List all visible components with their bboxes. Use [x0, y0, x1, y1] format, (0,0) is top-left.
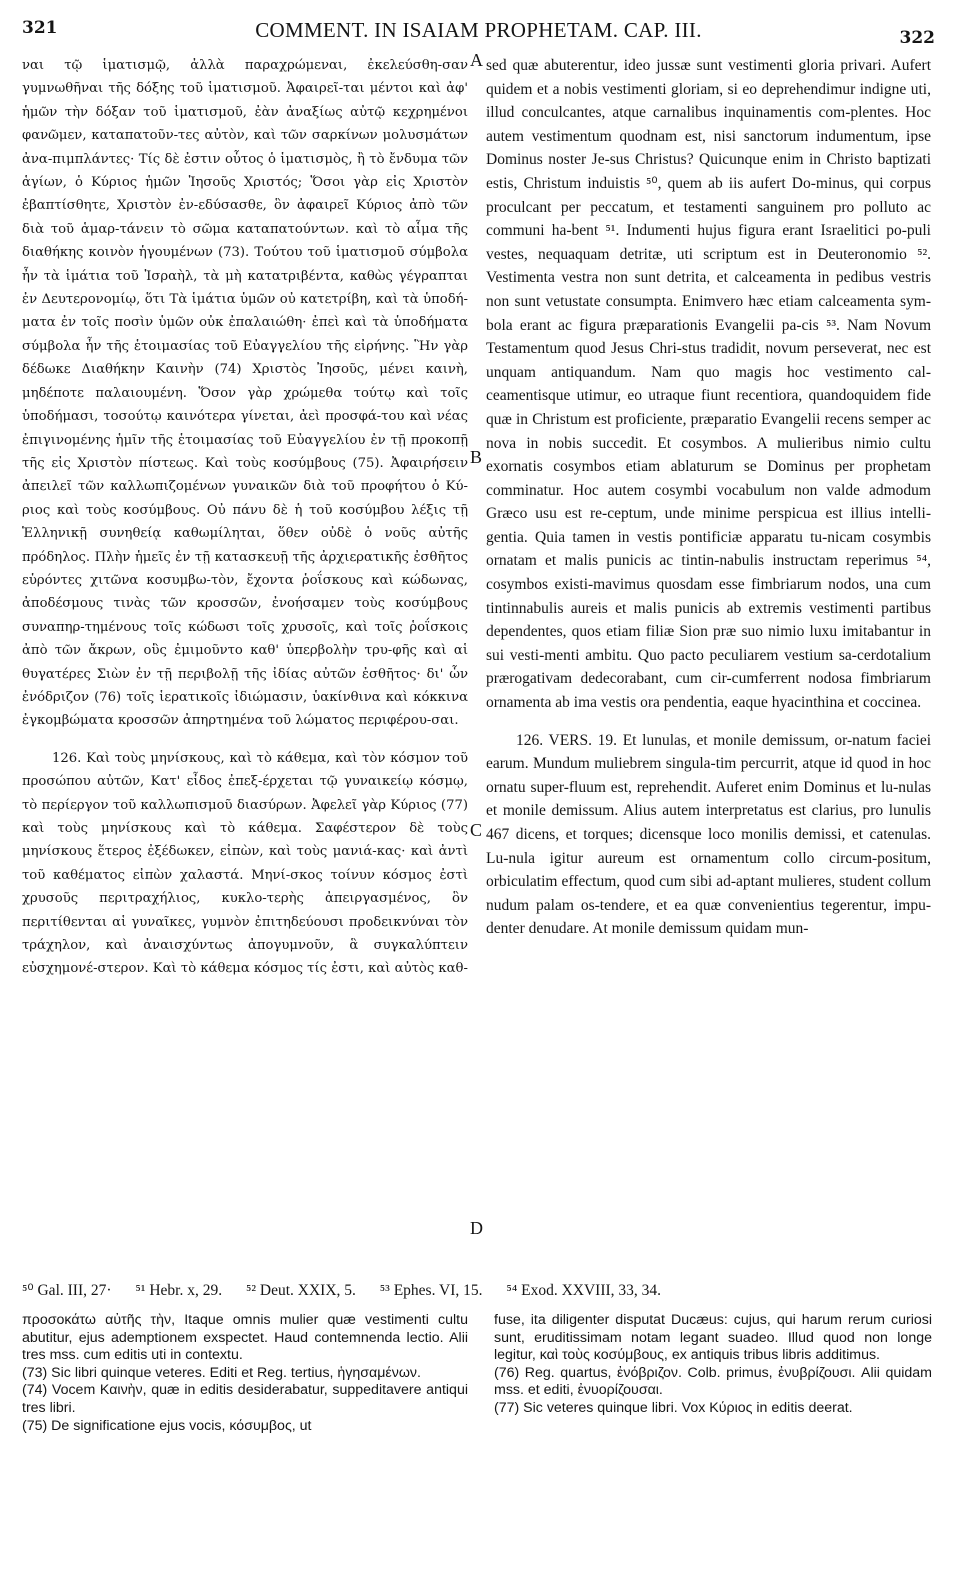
greek-column — [22, 54, 468, 1274]
page-number-right: 322 — [899, 28, 935, 48]
page-number-left: 321 — [22, 18, 58, 38]
footnote-ref: ⁵⁴ Exod. XXVIII, 33, 34. — [506, 1282, 662, 1299]
greek-paragraph-1: ναι τῷ ἱματισμῷ, ἀλλὰ παραχρώμεναι, ἐκελεύσθη-σαν γυμνωθῆναι τῆς δόξης τοῦ ἱματισμοῦ. Ἀφαιρεῖ-ται μέντοι καὶ ἀφ' ἡμῶν τὴν δόξαν τοῦ ἱματισμοῦ, ἐὰν ἀναξίως αὐτῷ κεχρημένοι φανῶμεν, καταπατοῦν-τες αὐτὸν, καὶ τῶν σαρκίνων μολυσμάτων ἀνα-πιμπλάντες· Τίς δὲ ἐστιν οὗτος ὁ ἱματισμὸς, ἢ τὸ ἔνδυμα τῶν ἁγίων, ὁ Κύριος ἡμῶν Ἰησοῦς Χριστός; Ὅσοι γὰρ εἰς Χριστὸν ἐβαπτίσθητε, Χριστὸν ἐν-εδύσασθε, ὃν ἀφαιρεῖ Κύριος ἀπὸ τῶν διὰ τοῦ ἁμαρ-τάνειν τὸ σῶμα καταπατούντων. καὶ τὸ αἷμα τῆς διαθήκης κοινὸν ἡγουμένων (73). Τούτου τοῦ ἱματισμοῦ σύμβολα ἦν τὰ ἱμάτια τοῦ Ἰσραὴλ, τὰ μὴ κατατριβέντα, καθὼς γέγραπται ἐν Δευτερονομίῳ, ὅτι Τὰ ἱμάτια ὑμῶν οὐ κατετρίβη, καὶ τὰ ὑποδή-ματα ἐν τοῖς ποσὶν ὑμῶν οὐκ ἐπαλαιώθη· ἐπεὶ καὶ τὰ ὑποδήματα σύμβολα ἦν τῆς ἑτοιμασίας τοῦ Εὐαγγελίου τῆς εἰρήνης. Ἣν γὰρ δέδωκε Διαθήκην Καινὴν (74) Χριστὸς Ἰησοῦς, μένει καινὴ, μηδέποτε παλαιουμένη. Ὅσον γὰρ χρώμεθα τούτῳ καὶ τοῖς ὑποδήμασι, τοσούτῳ καινότερα γίνεται, ἀεὶ προσφά-του καὶ νέας ἐπιγινομένης ἡμῖν τῆς ἑτοιμασίας τοῦ Εὐαγγελίου ἐν τῇ προκοπῇ τῆς εἰς Χριστὸν πίστεως. Καὶ τοὺς κοσύμβους (75). Ἀφαιρήσειν ἀπειλεῖ τῶν καλλωπιζομένων γυναικῶν διὰ τοῦ προφήτου ὁ Κύ-ριος καὶ τοὺς κοσύμβους. Οὐ πάνυ δὲ ἡ τοῦ κοσύμβου λέξις τῇ Ἑλληνικῇ συνηθείᾳ καθωμίληται, ὅθεν οὐδὲ ὁ νοῦς αὐτῆς πρόδηλος. Πλὴν ἡμεῖς ἐν τῇ κατασκευῇ τῆς ἀρχιερατικῆς ἐσθῆτος εὑρόντες χιτῶνα κοσυμβω-τὸν, ἔχοντα ῥοΐσκους καὶ κώδωνας, ἀποδέσμους τινὰς τῶν κροσσῶν, ἐνοήσαμεν τοὺς κοσύμβους συναπηρ-τημένους τοῖς κώδωσι τοῖς χρυσοῖς, καὶ τοῖς ῥοΐσκοις ἀπὸ τῶν ἄκρων, οὓς ἐμιμοῦντο καθ' ὑπερβολὴν τρυ-φῆς καὶ αἱ θυγατέρες Σιὼν ἐν τῇ περιβολῇ τῆς ἰδίας αὐτῶν ἐσθῆτος· δι' ὧν ἐνόδριζον (76) τοῖς ἱερατικοῖς ἰδιώμασιν, ὑακίνθινα καὶ κόκκινα ἐγκομβώματα κροσσῶν ἀπηρτημένα τοῦ λώματος περιφέρου-σαι. — [22, 58, 468, 729]
footnote-ref: ⁵⁰ Gal. III, 27· — [22, 1282, 112, 1299]
note-paragraph: (74) Vocem Καινὴν, quæ in editis desiderabatur, suppeditavere antiqui tres libri. — [22, 1382, 468, 1416]
latin-paragraph-2: 126. VERS. 19. Et lunulas, et monile demissum, or-natum faciei earum. Mundum muliebrem singula-tim percurrit, atque id quod in hoc ornatu super-fluum est, reprehendit. Auferet enim Dominus et lu-nulas et monile demissum. Alius autem interpretatus est clarius, pro lunulis 467 dicens, et torques; dicensque loco monilis demissi, et catenulas. Lu-nula igitur aureum est ornamentum collo circum-positum, orbiculatim effectum, quod cum sibi ad-aptant mulieres, student collum nudum palam os-tendere, et ea quæ convenientius tegerentur, impu-denter denudare. At monile demissum quidam mun- — [486, 731, 931, 938]
latin-column — [486, 54, 931, 1274]
scripture-footnotes — [22, 1281, 932, 1300]
margin-marker-c: C — [470, 820, 483, 840]
note-paragraph: προσοκάτω αὐτῆς τὴν, Itaque omnis mulier quæ vestimenti cultu abutitur, ejus ademptionem exspectet. Haud contemnenda lectio. Alii tres mss. cum editis uti in contextu. — [22, 1312, 468, 1364]
editorial-notes-left — [22, 1312, 468, 1552]
margin-marker-b: B — [470, 447, 483, 467]
running-title: COMMENT. IN ISAIAM PROPHETAM. CAP. III. — [255, 18, 702, 42]
note-paragraph: (75) De significatione ejus vocis, κόσυμβος, ut — [22, 1417, 312, 1434]
margin-marker-a: A — [470, 50, 483, 70]
note-paragraph: (77) Sic veteres quinque libri. Vox Κύριος in editis deerat. — [494, 1399, 853, 1416]
running-header — [22, 14, 935, 48]
editorial-notes-right — [494, 1312, 932, 1552]
footnote-ref: ⁵³ Ephes. VI, 15. — [379, 1282, 483, 1299]
latin-paragraph-1: sed quæ abuterentur, ideo jussæ sunt vestimenti gloria privari. Aufert quidem et a nobis vestimenti gloriam, si eo deprehendimur indigne uti, illud conculcantes, atque carnalibus inquinamentis com-plentes. Hoc autem vestimentum quodnam est, nisi sanctorum indumentum, ipse Dominus noster Je-sus Christus? Quicunque enim in Christo baptizati estis, Christum induistis ⁵⁰, quem ab iis aufert Do-minus, qui corpus proculcant per peccatum, et testamenti sanguinem pro polluto ac communi ha-bent ⁵¹. Indumenti hujus figura erant Israelitici po-puli vestes, nequaquam detritæ, uti scriptum est in Deuteronomio ⁵². Vestimenta vestra non sunt detrita, et calceamenta in pedibus vestris non sunt vetustate consumpta. Enimvero hæc etiam calceamenta sym-bola erant ac figura præparationis Evangelii pa-cis ⁵³. Nam Novum Testamentum quod Jesus Chri-stus tradidit, novum perseverat, nec est unquam antiquandum. Nam quo magis hoc vestimento cal-ceamentisque utimur, eo utraque fiunt recentiora, quandoquidem fide quæ in Christum est proficiente, præparatio Evangelii recens semper ac nova in nobis succedit. Et cosymbos. A mulieribus nimio cultu exornatis cosymbos etiam ablaturum se Dominus per prophetam comminatur. Hoc autem cosymbi vocabulum non valde admodum Græco usu est re-ceptum, unde minime perspicua est illius intelli-gentia. Quia tamen in vestis pontificiæ apparatu tu-nicam cosymbis ornatam et malis punicis ac tintin-nabulis instructam reperimus ⁵⁴, cosymbos existi-mavimus quosdam esse fimbriarum nodos, una cum tintinnabulis aureis et malis punicis ab extremis vestimenti partibus dependentes, quos etiam filiæ Sion præ suo nimio luxu imitabantur in sui vesti-menti ambitu. Quo pacto peculiarem vestium sa-cerdotalium prærogativam dedecorabant, cum cir-cumferrent nodosa fimbriarum ornamenta ab ima vestis ora pendentia, eaque hyacinthina et coccinea. — [486, 57, 931, 712]
footnote-ref: ⁵¹ Hebr. x, 29. — [135, 1282, 223, 1299]
greek-paragraph-2: 126. Καὶ τοὺς μηνίσκους, καὶ τὸ κάθεμα, καὶ τὸν κόσμον τοῦ προσώπου αὐτῶν, Κατ' εἶδος ἐπεξ-έρχεται τῷ γυναικείῳ κόσμῳ, τὸ περίεργον τοῦ καλλωπισμοῦ διασύρων. Ἀφελεῖ γὰρ Κύριος (77) καὶ τοὺς μηνίσκους καὶ τὸ κάθεμα. Σαφέστερον δὲ τοὺς μηνίσκους ἕτερος ἐξέδωκεν, εἰπὼν, καὶ τοὺς μανιά-κας· καὶ ἀντὶ τοῦ καθέματος εἰπὼν χαλαστά. Μηνί-σκος τοίνυν κόσμος ἐστὶ χρυσοῦς περιτραχήλιος, κυκλο-τερὴς ἀπειργασμένος, ὃν περιτίθενται αἱ γυναῖκες, γυμνὸν ἐπιτηδεύουσι προδεικνύναι τὸν τράχηλον, καὶ ἀναισχύντως ἀπογυμνοῦν, ἃ συγκαλύπτειν εὐσχημονέ-στερον. Καὶ τὸ κάθεμα κόσμος τίς ἐστι, καὶ αὐτὸς καθ- — [22, 750, 468, 977]
margin-marker-d: D — [470, 1218, 483, 1238]
footnote-ref: ⁵² Deut. XXIX, 5. — [245, 1282, 356, 1299]
note-paragraph: fuse, ita diligenter disputat Ducæus: cujus, qui harum rerum curiosi sunt, eruditissimam notam legant suadeo. Illud quod non longe legitur, καὶ τοὺς κοσύμβους, ex antiquis tribus libris additimus. — [494, 1312, 932, 1364]
note-paragraph: (76) Reg. quartus, ἐνόβριζον. Colb. primus, ἐνυβρίζουσι. Alii quidam mss. et editi, ἐνυορίζουσαι. — [494, 1364, 932, 1399]
note-paragraph: (73) Sic libri quinque veteres. Editi et Reg. tertius, ἡγησαμένων. — [22, 1364, 421, 1381]
